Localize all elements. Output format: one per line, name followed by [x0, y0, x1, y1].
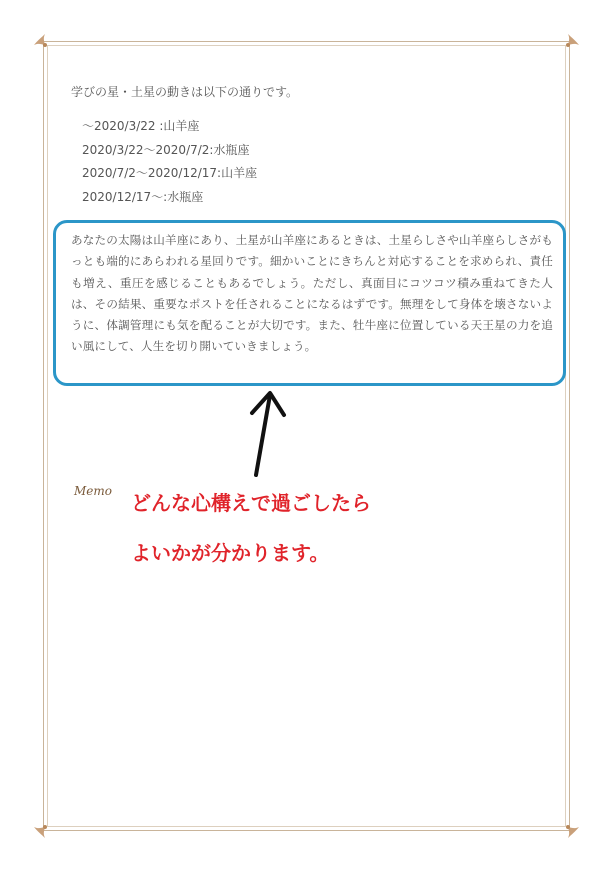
- corner-ornament-bottom-left-icon: [30, 812, 60, 842]
- saturn-period-list: [82, 115, 257, 209]
- corner-ornament-top-left-icon: [30, 30, 60, 60]
- annotation-note: [131, 478, 371, 578]
- memo-label: Memo: [74, 484, 112, 498]
- list-item: 〜2020/3/22 :山羊座: [82, 119, 200, 133]
- corner-ornament-top-right-icon: [553, 30, 583, 60]
- annotation-line: よいかが分かります。: [131, 541, 330, 565]
- list-item: 2020/12/17〜:水瓶座: [82, 189, 204, 204]
- list-item: 2020/7/2〜2020/12/17:山羊座: [82, 166, 258, 180]
- annotation-line: どんな心構えで過ごしたら: [131, 491, 371, 515]
- intro-text: 学びの星・土星の動きは以下の通りです。: [71, 85, 299, 99]
- horoscope-reading: あなたの太陽は山羊座にあり、土星が山羊座にあるときは、土星らしさや山羊座らしさがもっとも端的にあらわれる星回りです。細かいことにきちんと対応することを求められ、責任も増え、重圧を感じることもあるでしょう。ただし、真面目にコツコツ積み重ねてきた人は、その結果、重要なポストを任されることになるはずです。無理をして身体を壊さないように、体調管理にも気を配ることが大切です。また、牡牛座に位置している天王星の力を追い風にして、人生を切り開いていきましょう。: [71, 233, 553, 354]
- up-arrow-icon: [230, 385, 300, 480]
- list-item: 2020/3/22〜2020/7/2:水瓶座: [82, 142, 250, 157]
- corner-ornament-bottom-right-icon: [553, 812, 583, 842]
